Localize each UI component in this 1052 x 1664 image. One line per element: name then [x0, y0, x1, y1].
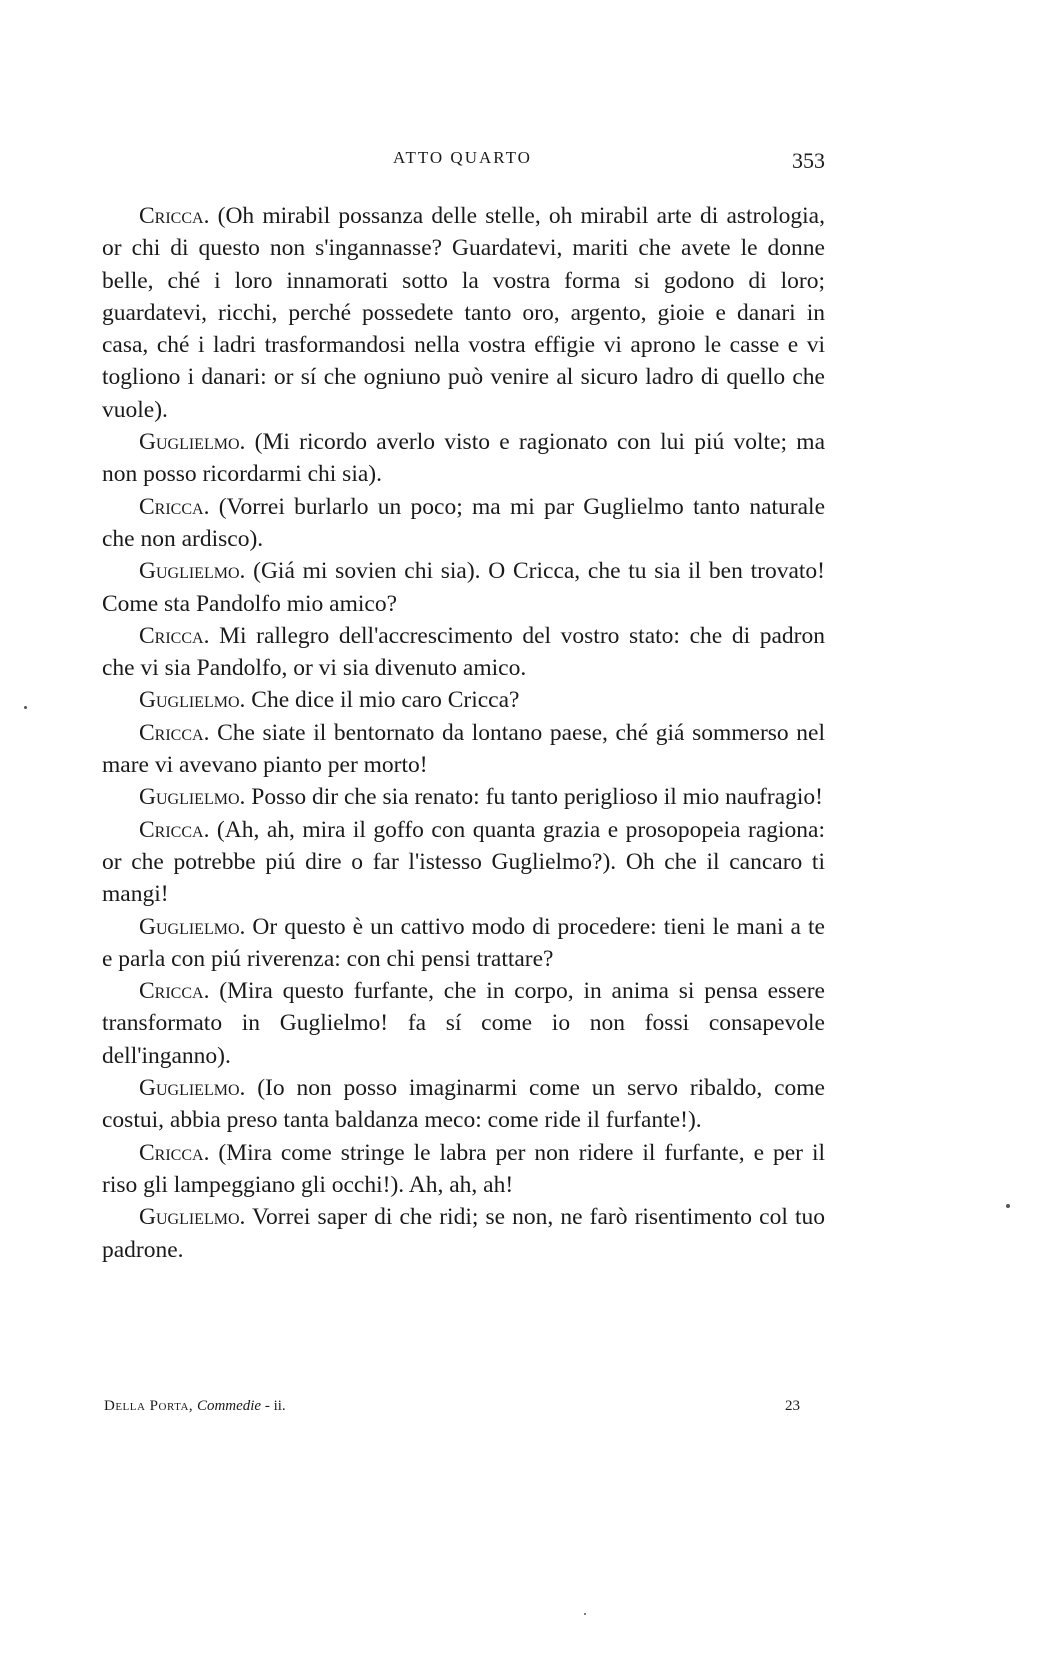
footer-citation [104, 1398, 286, 1415]
speaker-name: Guglielmo. [139, 429, 246, 456]
dialogue-text: Vorrei saper di che ridi; se non, ne farò risentimento col tuo padrone. [102, 1204, 825, 1263]
scan-speck [1006, 1204, 1010, 1208]
speaker-name: Cricca. [139, 622, 210, 649]
footer-signature: 23 [785, 1398, 800, 1414]
dialogue-paragraph [102, 620, 825, 685]
footer-author: Della Porta, [104, 1398, 194, 1414]
dialogue-text: (Giá mi sovien chi sia). O Cricca, che tu sia il ben trovato! Come sta Pandolfo mio amico? [102, 558, 825, 617]
running-head [100, 148, 825, 178]
page-number: 353 [792, 148, 825, 173]
scan-speck [24, 706, 27, 709]
footer-volume: - ii. [261, 1398, 286, 1414]
speaker-name: Cricca. [139, 493, 210, 520]
dialogue-text: (Ah, ah, mira il goffo con quanta grazia e prosopopeia ragiona: or che potrebbe piú dire o far l'istesso Guglielmo?). Oh che il cancaro ti mangi! [102, 816, 825, 908]
dialogue-paragraph [102, 911, 825, 976]
page-footer [104, 1398, 800, 1422]
dialogue-text: (Vorrei burlarlo un poco; ma mi par Guglielmo tanto naturale che non ardisco). [102, 493, 825, 552]
dialogue-text: (Mira come stringe le labra per non ridere il furfante, e per il riso gli lampeggiano gli occhi!). Ah, ah, ah! [102, 1139, 825, 1198]
dialogue-paragraph [102, 491, 825, 556]
dialogue-paragraph [102, 1072, 825, 1137]
dialogue-text: (Mira questo furfante, che in corpo, in anima si pensa essere transformato in Guglielmo! fa sí come io non fossi consapevole dell'inganno). [102, 978, 825, 1069]
body-text [102, 200, 825, 1266]
speaker-name: Cricca. [139, 1139, 210, 1166]
dialogue-paragraph [102, 684, 825, 716]
dialogue-paragraph [102, 814, 825, 911]
dialogue-paragraph [102, 555, 825, 620]
speaker-name: Guglielmo. [139, 784, 246, 811]
dialogue-paragraph [102, 1201, 825, 1266]
speaker-name: Guglielmo. [139, 1204, 246, 1231]
dialogue-text: Che siate il bentornato da lontano paese, ché giá sommerso nel mare vi avevano pianto per morto! [102, 719, 825, 779]
speaker-name: Guglielmo. [139, 913, 246, 940]
dialogue-paragraph [102, 717, 825, 782]
speaker-name: Cricca. [139, 719, 210, 746]
speaker-name: Guglielmo. [139, 1075, 246, 1102]
speaker-name: Guglielmo. [139, 687, 246, 714]
footer-work: Commedie [196, 1398, 262, 1414]
dialogue-text: (Io non posso imaginarmi come un servo ribaldo, come costui, abbia preso tanta baldanza meco: come ride il furfante!). [102, 1075, 825, 1134]
dialogue-text: Mi rallegro dell'accrescimento del vostro stato: che di padron che vi sia Pandolfo, or vi sia divenuto amico. [102, 622, 825, 682]
dialogue-text: Che dice il mio caro Cricca? [245, 687, 520, 714]
dialogue-paragraph [102, 975, 825, 1072]
speaker-name: Cricca. [139, 978, 210, 1005]
dialogue-text: (Mi ricordo averlo visto e ragionato con lui piú volte; ma non posso ricordarmi chi sia). [102, 429, 825, 488]
speaker-name: Cricca. [139, 203, 210, 229]
dialogue-paragraph [102, 1137, 825, 1202]
dialogue-paragraph [102, 200, 825, 426]
scan-speck [584, 1613, 586, 1615]
dialogue-paragraph [102, 426, 825, 491]
dialogue-text: (Oh mirabil possanza delle stelle, oh mirabil arte di astrologia, or chi di questo non s'ingannasse? Guardatevi, mariti che avete le donne belle, ché i loro innamorati sotto la vostra forma si godono di loro; guardatevi, ricchi, perché possedete tanto oro, argento, gioie e danari in casa, ché i ladri trasformandosi nella vostra effigie vi aprono le casse e vi togliono i danari: or sí che ogniuno può venire al sicuro ladro di quello che vuole). [102, 203, 825, 423]
running-title: ATTO QUARTO [393, 148, 532, 167]
dialogue-text: Or questo è un cattivo modo di procedere: tieni le mani a te e parla con piú riverenza: con chi pensi trattare? [102, 913, 825, 972]
speaker-name: Cricca. [139, 816, 210, 843]
dialogue-text: Posso dir che sia renato: fu tanto periglioso il mio naufragio! [245, 784, 823, 811]
speaker-name: Guglielmo. [139, 558, 246, 585]
dialogue-paragraph [102, 781, 825, 813]
